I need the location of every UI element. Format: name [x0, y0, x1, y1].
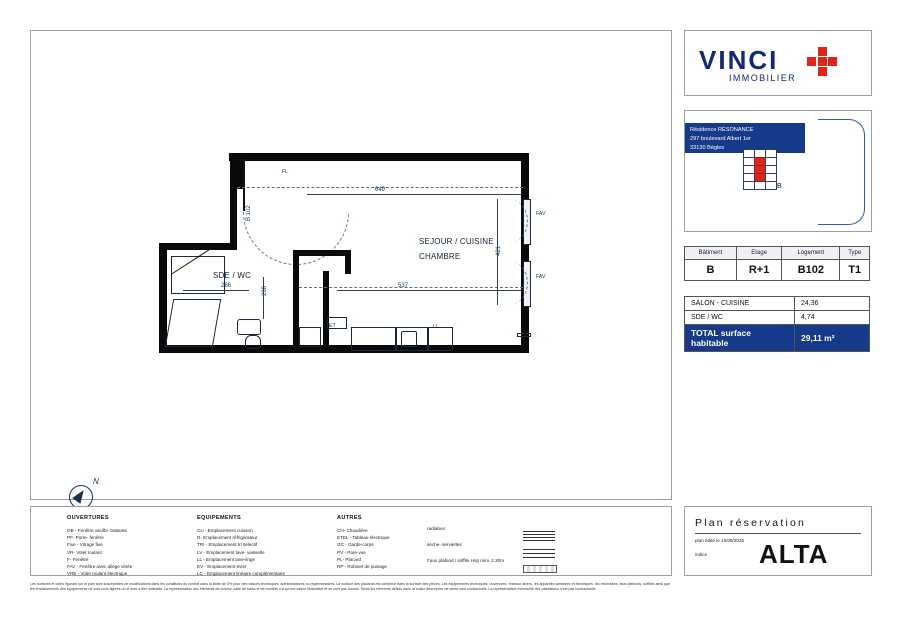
- lot-info-value-row: [685, 260, 870, 281]
- room-label-sejour-cuisine: SEJOUR / CUISINE: [419, 237, 494, 246]
- legend-column-ouvertures: [67, 527, 187, 577]
- legend-title-equipements: EQUIPEMENTS: [197, 515, 242, 521]
- brand-logo-box: [684, 30, 872, 96]
- lot-number-text: B 102: [246, 205, 252, 221]
- plan-date-row: [695, 537, 744, 545]
- area-value-sde-wc: 4,74: [795, 311, 870, 325]
- area-value-salon-cuisine: 24,36: [795, 297, 870, 311]
- agency-name: ALTA: [759, 539, 829, 569]
- north-label: N: [93, 477, 99, 486]
- list-item: F- Fenêtre: [67, 556, 89, 562]
- area-total-row: [685, 325, 870, 352]
- list-item: PV - Pare-vue: [337, 549, 366, 555]
- floor-plan-frame: [30, 30, 672, 500]
- vinci-cross-icon: [807, 47, 837, 77]
- dimension-text-421: 421: [496, 245, 502, 256]
- dimension-text-649: 649: [375, 187, 386, 193]
- list-item: LL - Emplacement lave-linge: [197, 556, 256, 562]
- title-block: [684, 506, 872, 576]
- plan-date-label: plan édité le: [695, 538, 720, 543]
- partition-hall-upper: [293, 250, 345, 256]
- lot-info-header-row: [685, 247, 870, 260]
- title-divider: [695, 533, 861, 534]
- residence-city: 33130 Bègles: [690, 145, 725, 151]
- surface-area-table: [684, 296, 870, 352]
- legal-disclaimer: Les surfaces et côtes figurant sur le plan sont susceptibles de modifications dans les conditions du contrat dans la limite de 5% pour des raisons techniques, administratives ou réglementaires. La surface des placards est comprise dans la surface des pièces. Les équipements techniques, ouvertures, réseaux divers, les appareils sanitaires et électriques, les retombées, faux-plafonds, soffites ainsi que les emplacements des équipements ne sont sous figurés ou le sont à titre indicatifs. La représentation des éléments de cuisine, salle de bains et de mobilier n'a qu'une valeur illustrative et ne sont pas fournis. Seuls les éléments définis dans la notice descriptive de vente sont contractuels. La représentation éventuelle des plantations n'est pas contractuelle.: [30, 582, 670, 592]
- area-label-salon-cuisine: SALON - CUISINE: [685, 297, 795, 311]
- wall-bottom: [159, 345, 529, 353]
- list-item: ETEL - Tableau électrique: [337, 535, 390, 541]
- site-locator-box: [684, 110, 872, 232]
- list-item: LC - Emplacement linéaire complémentaire: [197, 571, 286, 577]
- lot-info-header-batiment: Bâtiment: [685, 247, 737, 260]
- wall-left-upper: [230, 153, 237, 248]
- entry-door-leaf: [243, 159, 245, 211]
- false-ceiling-symbol-icon: [523, 565, 557, 573]
- washbasin: [237, 319, 261, 335]
- list-item: GC - Garde-corps: [337, 542, 374, 548]
- indice-row: [695, 551, 707, 559]
- list-item: R- Emplacement réfrigérateur: [197, 535, 258, 541]
- list-item: CH- Chaudière: [337, 528, 368, 533]
- legend-title-autres: AUTRES: [337, 515, 362, 521]
- dimension-text-266: 266: [221, 283, 232, 289]
- dimension-line-649: [307, 194, 521, 195]
- list-item: FAV - Fenêtre avec allège vitrée: [67, 564, 133, 570]
- lot-info-value-logement: B102: [782, 260, 840, 281]
- legend-symbol-radiateur-label: radiateur: [427, 526, 446, 531]
- list-item: LV - Emplacement lave- vaisselle: [197, 549, 265, 555]
- list-item: Fixe - Vitrage fixe: [67, 542, 103, 548]
- annotation-fav-lower: FAV: [536, 274, 546, 280]
- kitchen-counter: [351, 327, 397, 351]
- legend-title-ouvertures: OUVERTURES: [67, 515, 109, 521]
- brand-name: VINCI: [699, 45, 779, 75]
- floor-plan-drawing: [31, 31, 671, 499]
- list-item: VR- Volet roulant: [67, 549, 102, 555]
- toilet-wc: [245, 335, 261, 349]
- list-item: CU - Emplacement cuisson: [197, 528, 253, 533]
- annotation-fl: FL: [282, 169, 289, 175]
- washing-machine-slot: [427, 327, 453, 351]
- document-title: Plan réservation: [695, 517, 807, 529]
- area-label-sde-wc: SDE / WC: [685, 311, 795, 325]
- towel-warmer-symbol-icon: [523, 549, 555, 558]
- partition-kitchen-block: [345, 250, 351, 274]
- lot-info-header-type: Type: [840, 247, 870, 260]
- partition-wc: [323, 271, 329, 353]
- legend-box: [30, 506, 672, 576]
- area-total-value: 29,11 m²: [795, 325, 870, 352]
- table-row: [685, 311, 870, 325]
- lot-info-value-batiment: B: [685, 260, 737, 281]
- legend-column-equipements: [197, 527, 337, 577]
- room-label-sde-wc: SDE / WC: [213, 271, 252, 280]
- balcony-rail: [517, 333, 531, 337]
- dimension-line-266: [183, 290, 249, 291]
- residence-street: 297 boulevard Albert 1er: [690, 136, 751, 142]
- dimension-text-208: 208: [262, 285, 268, 296]
- dimension-text-537: 537: [398, 283, 409, 289]
- legend-symbol-faux-plafond-label: Faux plafond / soffite Hsp mini. 2.20m: [427, 558, 505, 563]
- wall-right: [521, 153, 529, 353]
- residence-name: Résidence RÉSONANCE: [690, 127, 754, 133]
- locator-bracket-icon: [818, 119, 865, 225]
- lot-info-header-logement: Logement: [782, 247, 840, 260]
- building-marker-label: B: [777, 183, 782, 190]
- lot-info-table: [684, 246, 870, 281]
- lot-info-header-etage: Etage: [736, 247, 781, 260]
- list-item: OB - Fenêtre oscillo- battante: [67, 528, 128, 533]
- wc-second: [299, 327, 321, 347]
- wall-top: [229, 153, 529, 161]
- list-item: EV - Emplacement évier: [197, 564, 247, 570]
- area-total-label: TOTAL surface habitable: [685, 325, 795, 352]
- dimension-guide-middle: [299, 287, 523, 288]
- list-item: PL- Placard: [337, 556, 362, 562]
- legend-symbol-seche-serviettes-label: sèche- serviettes: [427, 542, 462, 547]
- list-item: RP - Robinet de puisage: [337, 564, 387, 570]
- kitchen-sink-bowl: [401, 331, 417, 347]
- list-item: TRI - Emplacement tri sélectif: [197, 542, 258, 548]
- wall-step-horizontal: [159, 243, 237, 250]
- brand-subtitle: IMMOBILIER: [729, 73, 797, 83]
- dimension-line-208: [263, 277, 264, 319]
- room-label-chambre: CHAMBRE: [419, 252, 461, 261]
- table-row: [685, 297, 870, 311]
- dimension-line-537: [337, 290, 521, 291]
- annotation-ll: LL: [433, 324, 439, 330]
- lot-info-value-type: T1: [840, 260, 870, 281]
- plan-date-value: 16/09/2025: [721, 538, 745, 543]
- lot-info-value-etage: R+1: [736, 260, 781, 281]
- list-item: VRE - Volet roulant électrique: [67, 571, 128, 577]
- radiator-symbol-icon: [523, 531, 555, 540]
- bath-cabinet: [165, 299, 221, 347]
- indice-label: indice: [695, 552, 708, 557]
- annotation-fav-upper: FAV: [536, 211, 546, 217]
- list-item: PF- Porte- fenêtre: [67, 535, 104, 541]
- annotation-et: ET: [329, 323, 336, 329]
